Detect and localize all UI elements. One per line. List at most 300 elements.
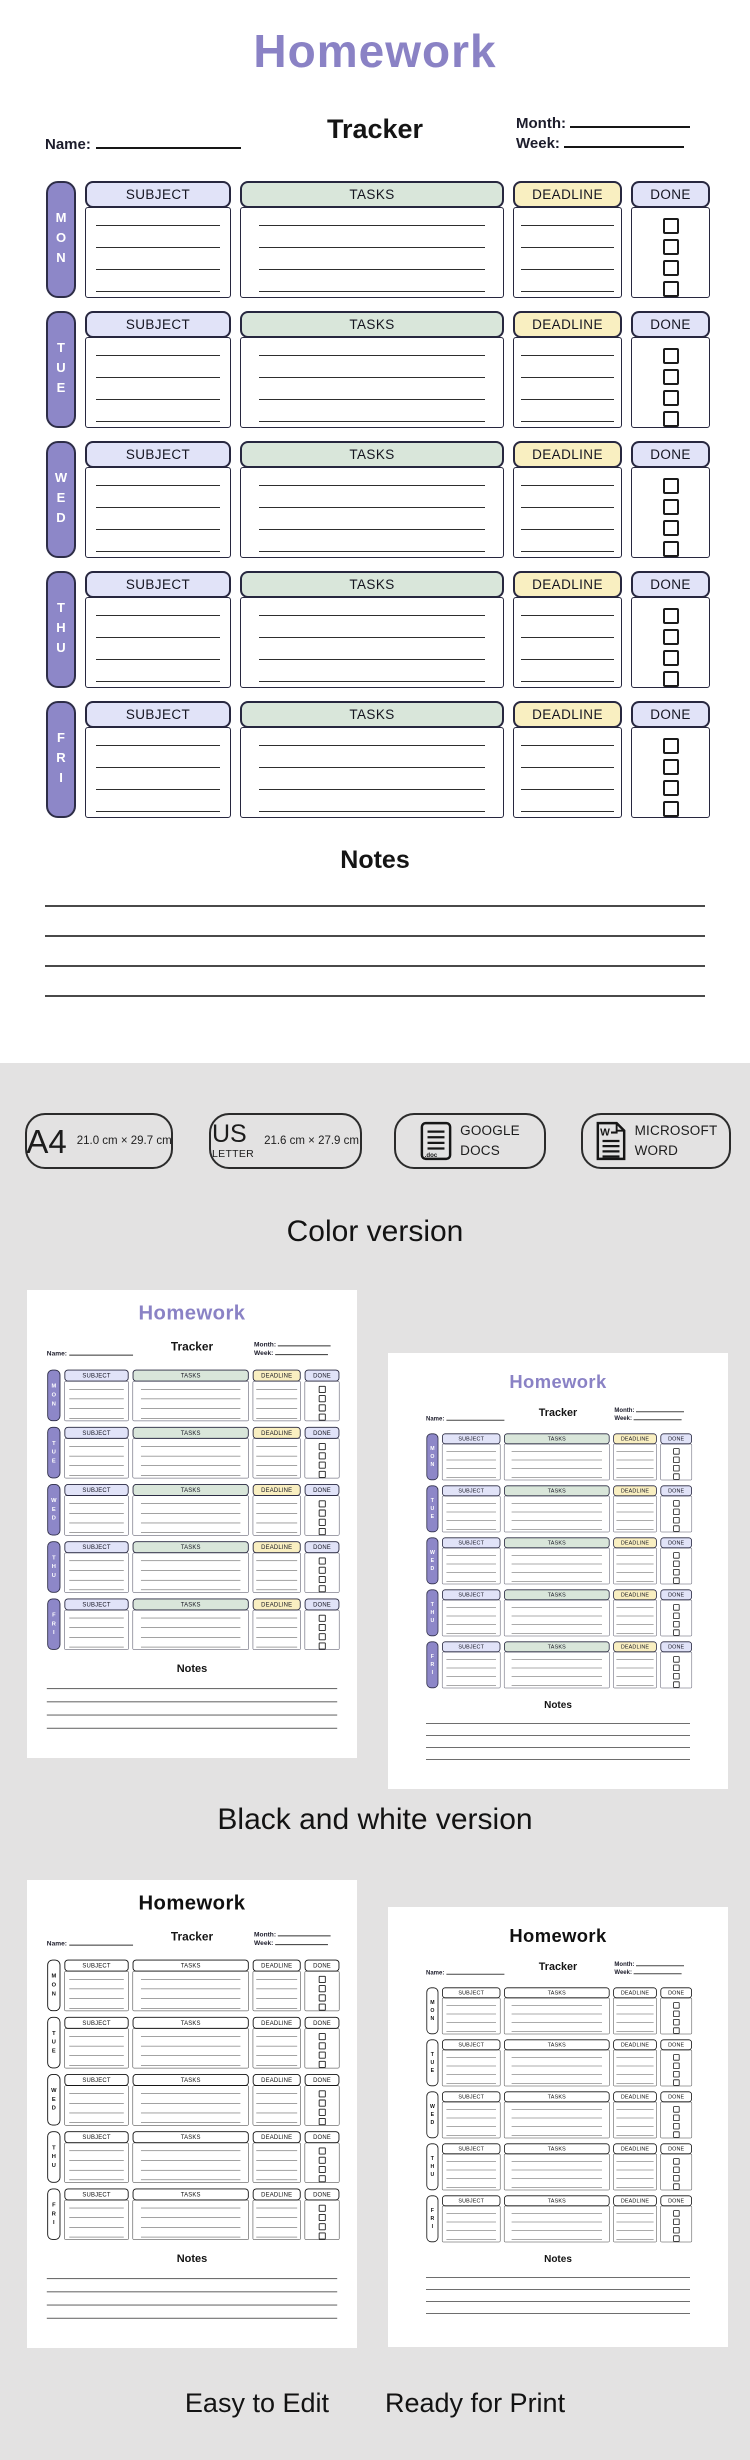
month-week-fields <box>614 1407 684 1423</box>
write-line <box>259 529 484 530</box>
column-body-subject <box>442 2102 500 2138</box>
write-line <box>521 789 613 790</box>
done-checkbox <box>673 2054 679 2060</box>
month-week-fields <box>614 1961 684 1977</box>
column-header-tasks: TASKS <box>240 441 504 468</box>
name-line <box>446 1969 504 1975</box>
column-body-tasks <box>240 207 504 298</box>
done-checkbox <box>319 1395 326 1402</box>
column-subject <box>64 1427 128 1478</box>
done-checkbox <box>673 2071 679 2077</box>
write-line <box>521 507 613 508</box>
column-header-deadline: DEADLINE <box>613 1485 657 1496</box>
column-subject <box>442 1987 500 2034</box>
column-header-subject: SUBJECT <box>64 1484 128 1496</box>
day-pill-mon: MON <box>47 1370 60 1421</box>
column-tasks <box>240 441 504 558</box>
badge-microsoft-word <box>581 1113 731 1169</box>
write-line <box>96 507 220 508</box>
write-line <box>521 811 613 812</box>
name-label: Name: <box>46 1349 67 1358</box>
day-pill-fri: FRI <box>426 1641 438 1688</box>
column-header-tasks: TASKS <box>504 1537 610 1548</box>
done-checkbox <box>663 650 679 666</box>
column-tasks <box>240 571 504 688</box>
done-checkbox <box>673 1681 679 1687</box>
column-body-deadline <box>613 1444 657 1480</box>
column-body-deadline <box>513 467 622 558</box>
day-pill-wed: WED <box>47 2074 60 2125</box>
column-subject <box>85 571 231 688</box>
a4-label: A4 <box>26 1122 67 1160</box>
write-line <box>259 789 484 790</box>
column-header-tasks: TASKS <box>240 311 504 338</box>
write-line <box>259 399 484 400</box>
write-line <box>96 247 220 248</box>
write-line <box>259 421 484 422</box>
details-section <box>0 1063 750 2460</box>
done-checkbox <box>319 1462 326 1469</box>
write-line <box>259 225 484 226</box>
column-header-deadline: DEADLINE <box>253 1484 301 1496</box>
done-checkbox <box>319 1624 326 1631</box>
column-header-done: DONE <box>631 701 710 728</box>
notes-label: Notes <box>544 2253 572 2265</box>
column-header-tasks: TASKS <box>133 2017 249 2029</box>
column-body-tasks <box>504 2206 610 2242</box>
column-header-done: DONE <box>305 1541 340 1553</box>
google-docs-label-line1: GOOGLE <box>460 1122 520 1138</box>
name-field <box>45 134 241 153</box>
day-pill-fri: FRI <box>47 2188 60 2239</box>
column-body-deadline <box>613 1548 657 1584</box>
column-body-done <box>660 2154 692 2190</box>
notes-line <box>426 2313 690 2314</box>
day-block-wed <box>426 2091 692 2138</box>
column-done <box>305 1541 340 1592</box>
write-line <box>259 291 484 292</box>
day-block-wed <box>46 441 710 558</box>
column-tasks <box>504 1537 610 1584</box>
color-preview-a4 <box>27 1290 357 1758</box>
done-checkbox <box>319 2232 326 2239</box>
write-line <box>96 615 220 616</box>
done-checkbox <box>673 1629 679 1635</box>
day-pill-wed: WED <box>426 2091 438 2138</box>
done-checkbox <box>673 1465 679 1471</box>
column-body-tasks <box>240 337 504 428</box>
name-field <box>47 1939 133 1947</box>
notes-line <box>426 1747 690 1748</box>
write-line <box>521 377 613 378</box>
day-blocks <box>47 1370 339 1656</box>
column-body-tasks <box>133 2143 249 2183</box>
day-block-tue <box>426 1485 692 1532</box>
column-header-subject: SUBJECT <box>85 701 231 728</box>
column-deadline <box>253 1960 301 2011</box>
done-checkbox <box>319 2223 326 2230</box>
column-header-deadline: DEADLINE <box>253 1541 301 1553</box>
done-checkbox <box>319 1976 326 1983</box>
column-body-deadline <box>253 1381 301 1421</box>
tracker-title: Homework <box>509 1925 607 1946</box>
column-header-deadline: DEADLINE <box>613 1537 657 1548</box>
write-line <box>96 681 220 682</box>
month-label: Month: <box>516 115 566 132</box>
done-checkbox <box>663 738 679 754</box>
done-checkbox <box>673 1621 679 1627</box>
column-body-deadline <box>513 207 622 298</box>
column-header-tasks: TASKS <box>504 2091 610 2102</box>
column-subject <box>85 181 231 298</box>
tracker-sheet-bw <box>408 1915 708 2340</box>
column-header-done: DONE <box>631 181 710 208</box>
day-pill-wed: WED <box>46 441 76 558</box>
month-field <box>614 1961 684 1969</box>
column-deadline <box>253 2074 301 2125</box>
column-header-subject: SUBJECT <box>442 2143 500 2154</box>
column-header-subject: SUBJECT <box>85 311 231 338</box>
column-header-deadline: DEADLINE <box>253 1427 301 1439</box>
done-checkbox <box>319 2157 326 2164</box>
column-body-done <box>305 1553 340 1593</box>
week-field <box>254 1349 331 1358</box>
column-header-tasks: TASKS <box>504 1987 610 1998</box>
column-tasks <box>240 181 504 298</box>
column-header-subject: SUBJECT <box>85 441 231 468</box>
column-header-deadline: DEADLINE <box>513 441 622 468</box>
main-tracker-sheet <box>0 0 750 1063</box>
done-checkbox <box>673 1473 679 1479</box>
column-body-deadline <box>253 1553 301 1593</box>
month-label: Month: <box>614 1407 635 1414</box>
write-line <box>259 485 484 486</box>
day-pill-wed: WED <box>47 1484 60 1535</box>
month-field <box>614 1407 684 1415</box>
done-checkbox <box>673 1613 679 1619</box>
svg-text:.doc: .doc <box>424 1152 438 1159</box>
column-body-subject <box>442 1600 500 1636</box>
column-body-subject <box>442 1652 500 1688</box>
column-body-deadline <box>513 727 622 818</box>
column-body-tasks <box>504 1496 610 1532</box>
month-label: Month: <box>254 1340 277 1349</box>
column-header-tasks: TASKS <box>133 2131 249 2143</box>
column-deadline <box>613 1485 657 1532</box>
column-body-subject <box>442 1444 500 1480</box>
column-body-tasks <box>240 467 504 558</box>
write-line <box>96 225 220 226</box>
column-done <box>660 1537 692 1584</box>
done-checkbox <box>663 411 679 427</box>
column-header-done: DONE <box>305 1484 340 1496</box>
done-checkbox <box>319 1471 326 1478</box>
name-label: Name: <box>46 1939 67 1948</box>
column-subject <box>442 1433 500 1480</box>
day-block-tue <box>46 311 710 428</box>
write-line <box>521 745 613 746</box>
column-body-done <box>660 2050 692 2086</box>
column-body-subject <box>64 2085 128 2125</box>
column-header-subject: SUBJECT <box>442 1589 500 1600</box>
done-checkbox <box>319 2100 326 2107</box>
column-body-deadline <box>253 2028 301 2068</box>
column-tasks <box>504 1641 610 1688</box>
column-done <box>631 571 710 688</box>
column-header-subject: SUBJECT <box>85 181 231 208</box>
column-body-subject <box>442 2050 500 2086</box>
week-field <box>254 1939 331 1948</box>
day-pill-tue: TUE <box>47 1427 60 1478</box>
column-body-tasks <box>133 1381 249 1421</box>
write-line <box>96 269 220 270</box>
column-tasks <box>240 701 504 818</box>
day-blocks <box>426 1987 692 2247</box>
day-pill-fri: FRI <box>47 1598 60 1649</box>
done-checkbox <box>663 759 679 775</box>
done-checkbox <box>673 2123 679 2129</box>
column-done <box>305 1370 340 1421</box>
column-body-subject <box>85 337 231 428</box>
column-header-tasks: TASKS <box>504 2143 610 2154</box>
google-docs-label <box>460 1121 520 1162</box>
column-tasks <box>133 1960 249 2011</box>
write-line <box>521 269 613 270</box>
done-checkbox <box>663 369 679 385</box>
write-line <box>259 811 484 812</box>
day-block-mon <box>426 1987 692 2034</box>
write-line <box>259 355 484 356</box>
column-body-done <box>660 1548 692 1584</box>
column-header-deadline: DEADLINE <box>253 2131 301 2143</box>
column-done <box>305 2188 340 2239</box>
name-line <box>446 1415 504 1421</box>
day-block-wed <box>426 1537 692 1584</box>
write-line <box>96 745 220 746</box>
done-checkbox <box>663 478 679 494</box>
week-label: Week: <box>516 135 560 152</box>
bw-version-heading: Black and white version <box>217 1803 533 1836</box>
column-body-done <box>305 2028 340 2068</box>
week-field <box>614 1415 684 1423</box>
write-line <box>259 377 484 378</box>
notes-line <box>47 2318 337 2319</box>
column-body-subject <box>442 2154 500 2190</box>
done-checkbox <box>673 2131 679 2137</box>
column-header-done: DONE <box>660 1589 692 1600</box>
day-pill-wed: WED <box>426 1537 438 1584</box>
us-letter-dimensions: 21.6 cm × 27.9 cm <box>264 1135 359 1147</box>
write-line <box>259 637 484 638</box>
column-body-deadline <box>613 2050 657 2086</box>
column-deadline <box>613 2195 657 2242</box>
write-line <box>96 485 220 486</box>
done-checkbox <box>663 629 679 645</box>
week-label: Week: <box>254 1939 274 1947</box>
day-pill-mon: MON <box>47 1960 60 2011</box>
column-body-done <box>660 2206 692 2242</box>
microsoft-word-label-line1: MICROSOFT <box>634 1122 718 1138</box>
done-checkbox <box>673 1552 679 1558</box>
done-checkbox <box>663 281 679 297</box>
column-done <box>631 441 710 558</box>
column-done <box>631 181 710 298</box>
column-body-deadline <box>253 2085 301 2125</box>
done-checkbox <box>319 1585 326 1592</box>
done-checkbox <box>673 2219 679 2225</box>
day-pill-thu: THU <box>46 571 76 688</box>
notes-line <box>426 2301 690 2302</box>
day-block-tue <box>47 2017 339 2068</box>
column-body-subject <box>442 2206 500 2242</box>
column-header-tasks: TASKS <box>133 2074 249 2086</box>
write-line <box>96 789 220 790</box>
column-header-subject: SUBJECT <box>64 1427 128 1439</box>
write-line <box>96 377 220 378</box>
column-header-done: DONE <box>660 1641 692 1652</box>
column-deadline <box>613 2039 657 2086</box>
column-body-subject <box>85 207 231 298</box>
column-header-done: DONE <box>660 2143 692 2154</box>
column-subject <box>85 441 231 558</box>
column-header-subject: SUBJECT <box>442 1987 500 1998</box>
microsoft-word-label-line2: WORD <box>634 1143 679 1158</box>
column-deadline <box>253 1427 301 1478</box>
column-body-deadline <box>253 1438 301 1478</box>
done-checkbox <box>319 2109 326 2116</box>
week-line <box>275 1349 328 1355</box>
column-tasks <box>504 1433 610 1480</box>
column-header-tasks: TASKS <box>504 1433 610 1444</box>
done-checkbox <box>673 2106 679 2112</box>
column-body-subject <box>64 2200 128 2240</box>
tracker-title: Homework <box>138 1891 246 1914</box>
month-line <box>636 1407 684 1413</box>
column-body-done <box>660 2102 692 2138</box>
column-header-deadline: DEADLINE <box>613 2143 657 2154</box>
column-body-deadline <box>253 1971 301 2011</box>
notes-line <box>47 1688 337 1689</box>
notes-label: Notes <box>544 1699 572 1711</box>
done-checkbox <box>673 2183 679 2189</box>
month-field <box>254 1930 331 1939</box>
column-subject <box>442 2195 500 2242</box>
day-pill-mon: MON <box>426 1433 438 1480</box>
week-label: Week: <box>254 1349 274 1357</box>
day-block-tue <box>426 2039 692 2086</box>
day-blocks <box>47 1960 339 2246</box>
column-header-done: DONE <box>305 2188 340 2200</box>
column-tasks <box>133 2188 249 2239</box>
column-header-deadline: DEADLINE <box>613 2195 657 2206</box>
notes-line <box>45 995 705 997</box>
done-checkbox <box>673 1656 679 1662</box>
column-header-subject: SUBJECT <box>85 571 231 598</box>
column-body-tasks <box>133 1438 249 1478</box>
letter-label: LETTER <box>212 1148 255 1161</box>
column-tasks <box>504 2091 610 2138</box>
column-subject <box>442 2039 500 2086</box>
done-checkbox <box>319 1452 326 1459</box>
column-tasks <box>504 2039 610 2086</box>
column-body-subject <box>442 1548 500 1584</box>
month-week-fields <box>254 1340 331 1358</box>
write-line <box>96 811 220 812</box>
done-checkbox <box>319 2052 326 2059</box>
write-line <box>96 291 220 292</box>
notes-line <box>47 2291 337 2292</box>
write-line <box>521 355 613 356</box>
done-checkbox <box>663 218 679 234</box>
day-block-tue <box>47 1427 339 1478</box>
write-line <box>521 399 613 400</box>
column-done <box>660 2039 692 2086</box>
column-body-deadline <box>253 1610 301 1650</box>
column-body-deadline <box>613 1652 657 1688</box>
done-checkbox <box>319 2205 326 2212</box>
done-checkbox <box>673 1577 679 1583</box>
column-deadline <box>253 1484 301 1535</box>
tracker-title: Homework <box>253 25 497 77</box>
write-line <box>521 485 613 486</box>
done-checkbox <box>673 1500 679 1506</box>
badge-us-letter <box>209 1113 362 1169</box>
column-subject <box>64 2017 128 2068</box>
column-tasks <box>133 2017 249 2068</box>
column-done <box>305 1427 340 1478</box>
column-tasks <box>504 2143 610 2190</box>
column-done <box>660 2195 692 2242</box>
write-line <box>96 659 220 660</box>
name-label: Name: <box>426 1415 445 1423</box>
notes-line <box>47 2278 337 2279</box>
column-body-subject <box>64 1438 128 1478</box>
day-block-wed <box>47 2074 339 2125</box>
month-week-fields <box>254 1930 331 1948</box>
column-done <box>660 1589 692 1636</box>
notes-label: Notes <box>340 846 410 874</box>
notes-line <box>45 935 705 937</box>
column-body-deadline <box>253 2143 301 2183</box>
column-subject <box>64 2188 128 2239</box>
column-header-done: DONE <box>660 1433 692 1444</box>
column-header-subject: SUBJECT <box>64 1598 128 1610</box>
done-checkbox <box>319 1633 326 1640</box>
column-body-deadline <box>613 1998 657 2034</box>
write-line <box>259 681 484 682</box>
column-header-deadline: DEADLINE <box>613 1589 657 1600</box>
column-deadline <box>513 311 622 428</box>
column-body-deadline <box>613 2102 657 2138</box>
done-checkbox <box>319 1500 326 1507</box>
done-checkbox <box>663 801 679 817</box>
column-header-tasks: TASKS <box>504 1589 610 1600</box>
column-body-subject <box>442 1998 500 2034</box>
day-pill-mon: MON <box>426 1987 438 2034</box>
write-line <box>96 399 220 400</box>
tracker-sheet <box>408 1361 708 1786</box>
done-checkbox <box>673 2167 679 2173</box>
column-tasks <box>504 1589 610 1636</box>
column-header-deadline: DEADLINE <box>613 1987 657 1998</box>
notes-label: Notes <box>176 2252 208 2265</box>
write-line <box>521 551 613 552</box>
column-subject <box>64 1370 128 1421</box>
day-pill-mon: MON <box>46 181 76 298</box>
column-deadline <box>253 1370 301 1421</box>
notes-line <box>426 2277 690 2278</box>
column-header-subject: SUBJECT <box>442 2195 500 2206</box>
